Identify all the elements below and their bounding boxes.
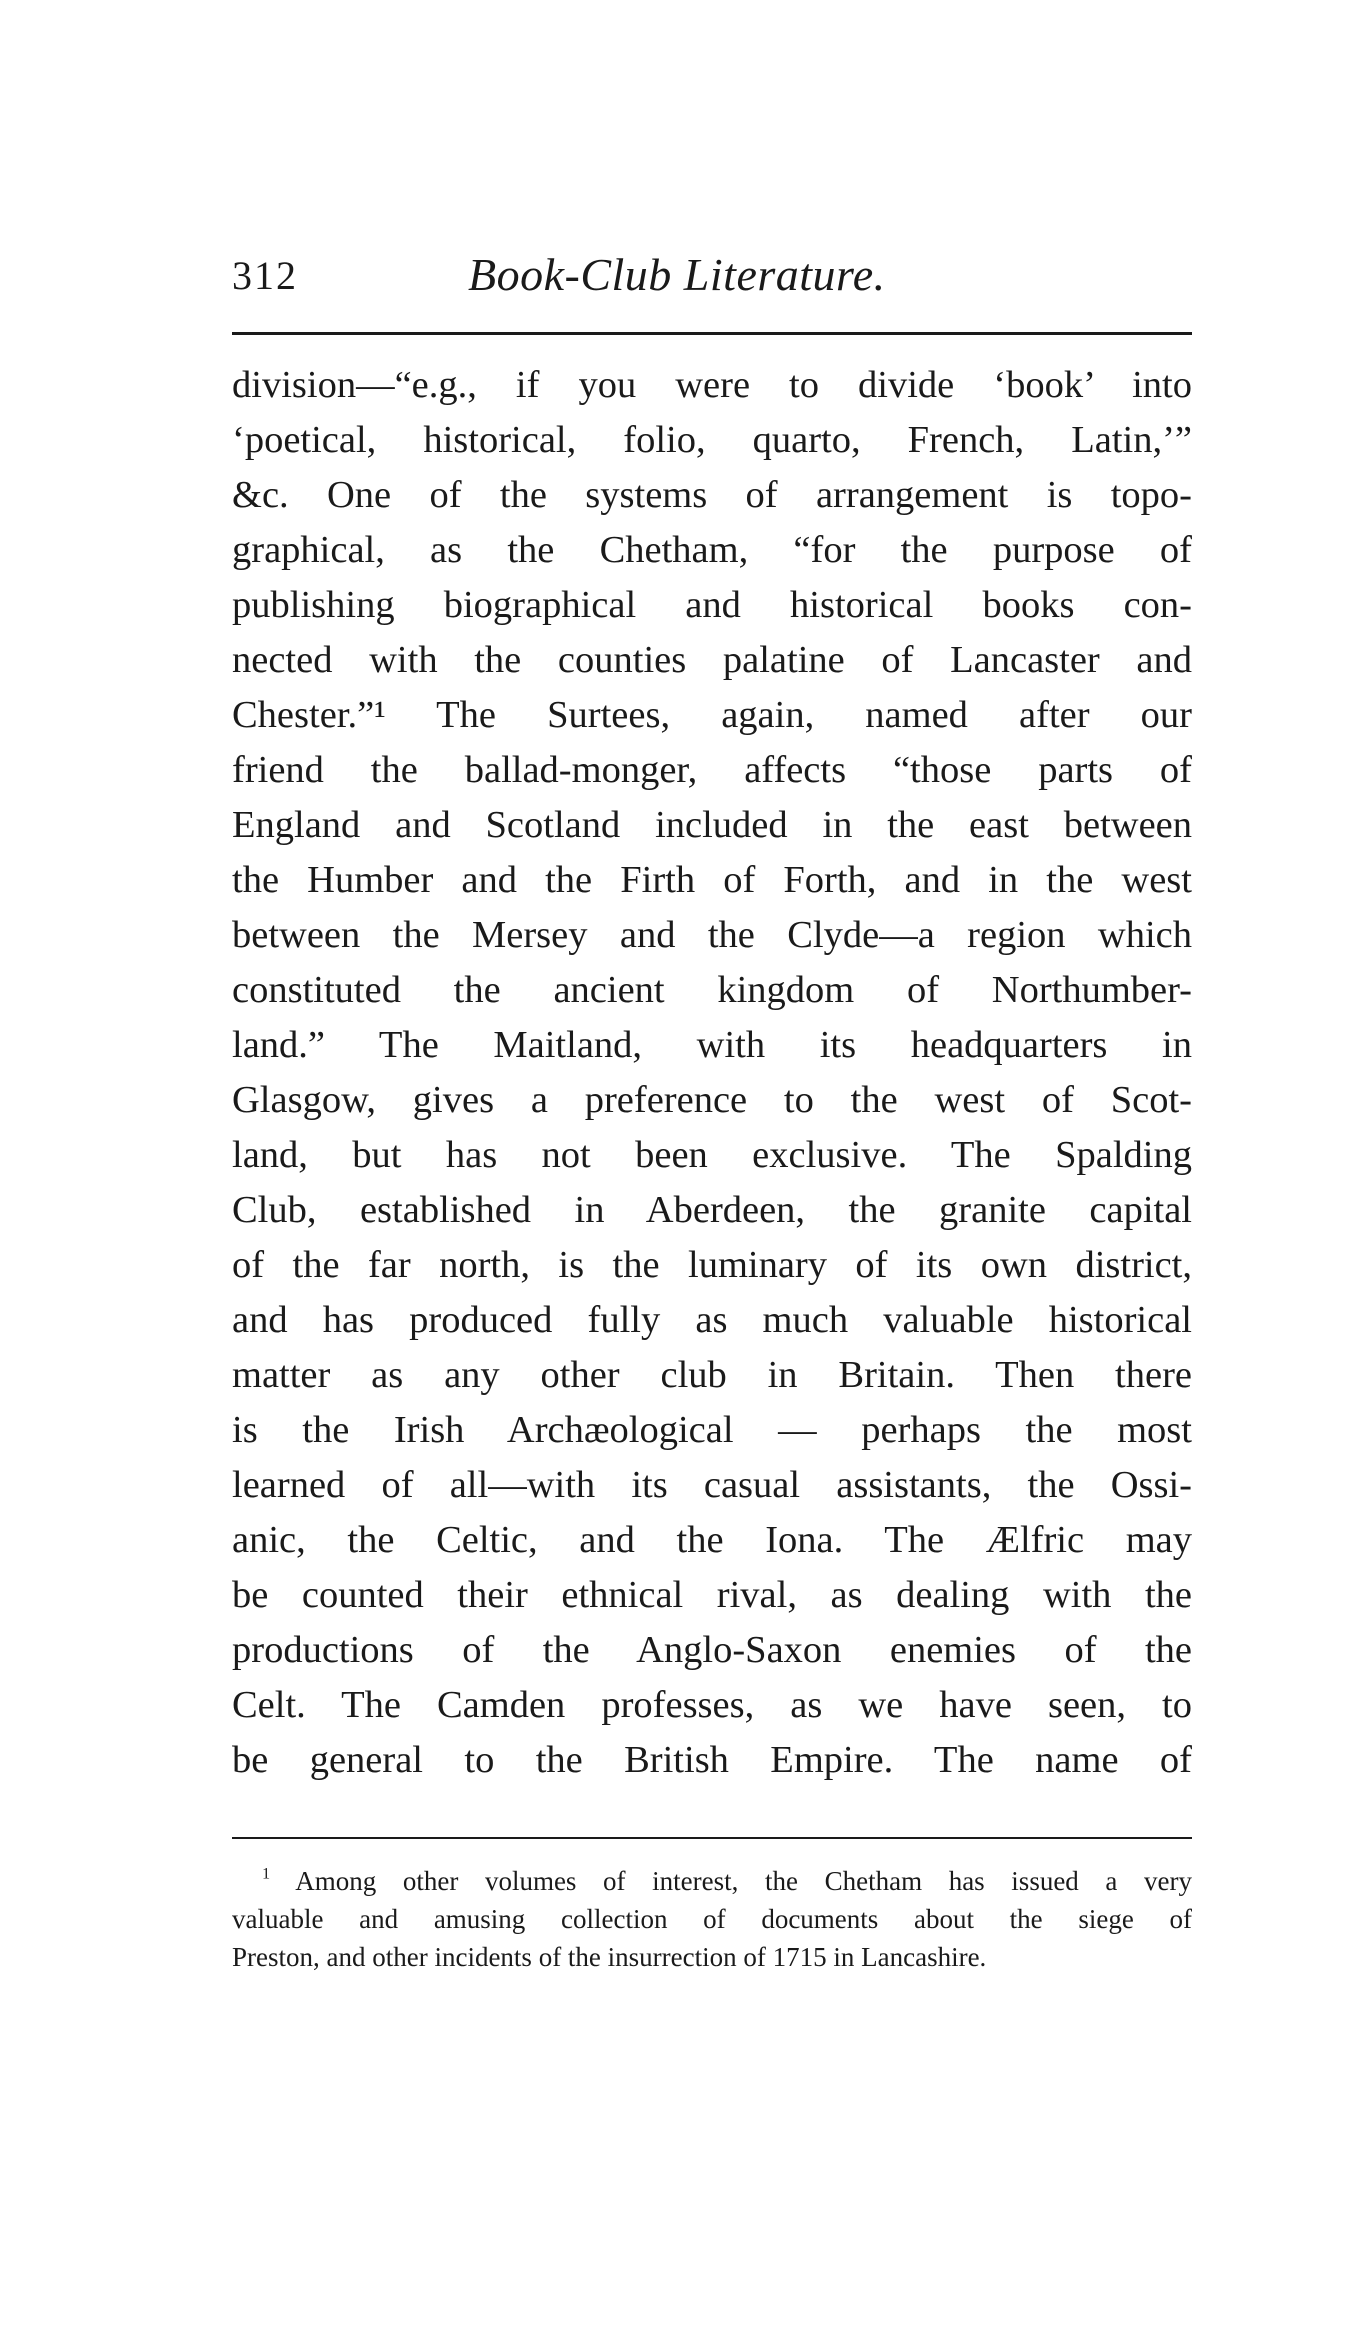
header-rule xyxy=(232,332,1192,335)
footnote-marker: 1 xyxy=(262,1864,271,1883)
text-line: productions of the Anglo-Saxon enemies of the xyxy=(232,1629,1192,1671)
text-line: &c. One of the systems of arrangement is topo- xyxy=(232,474,1192,516)
text-line: nected with the counties palatine of Lancaster and xyxy=(232,639,1192,681)
text-line: learned of all—with its casual assistants, the Ossi- xyxy=(232,1464,1192,1506)
text-line: England and Scotland included in the east between xyxy=(232,804,1192,846)
text-line: ‘poetical, historical, folio, quarto, French, Latin,’” xyxy=(232,419,1192,461)
text-line: division—“e.g., if you were to divide ‘book’ into xyxy=(232,364,1192,406)
text-line: Chester.”¹ The Surtees, again, named after our xyxy=(232,694,1192,736)
footnote-text: Among other volumes of interest, the Chetham has issued a very xyxy=(295,1866,1192,1896)
footnote xyxy=(232,1862,1192,1976)
running-title: Book-Club Literature. xyxy=(468,249,886,300)
page-number: 312 xyxy=(232,253,298,298)
text-line: land.” The Maitland, with its headquarters in xyxy=(232,1024,1192,1066)
text-line: anic, the Celtic, and the Iona. The Ælfric may xyxy=(232,1519,1192,1561)
running-head xyxy=(232,249,1192,312)
body-text xyxy=(232,358,1192,1788)
text-line: the Humber and the Firth of Forth, and in the west xyxy=(232,859,1192,901)
text-line: and has produced fully as much valuable historical xyxy=(232,1299,1192,1341)
footnote-line: valuable and amusing collection of documents about the siege of xyxy=(232,1904,1192,1934)
text-line: of the far north, is the luminary of its own district, xyxy=(232,1244,1192,1286)
footnote-line xyxy=(232,1862,1192,1900)
text-line: between the Mersey and the Clyde—a region which xyxy=(232,914,1192,956)
footnote-rule xyxy=(232,1837,1192,1839)
text-line: land, but has not been exclusive. The Spalding xyxy=(232,1134,1192,1176)
text-line: graphical, as the Chetham, “for the purpose of xyxy=(232,529,1192,571)
text-line: friend the ballad-monger, affects “those parts of xyxy=(232,749,1192,791)
text-line: matter as any other club in Britain. Then there xyxy=(232,1354,1192,1396)
text-line: Club, established in Aberdeen, the granite capital xyxy=(232,1189,1192,1231)
text-line: constituted the ancient kingdom of Northumber- xyxy=(232,969,1192,1011)
text-line: is the Irish Archæological — perhaps the most xyxy=(232,1409,1192,1451)
text-line: be counted their ethnical rival, as dealing with the xyxy=(232,1574,1192,1616)
footnote-line: Preston, and other incidents of the insurrection of 1715 in Lancashire. xyxy=(232,1942,987,1972)
text-line: publishing biographical and historical books con- xyxy=(232,584,1192,626)
text-line: Celt. The Camden professes, as we have seen, to xyxy=(232,1684,1192,1726)
text-line: Glasgow, gives a preference to the west of Scot- xyxy=(232,1079,1192,1121)
text-line: be general to the British Empire. The name of xyxy=(232,1739,1192,1781)
